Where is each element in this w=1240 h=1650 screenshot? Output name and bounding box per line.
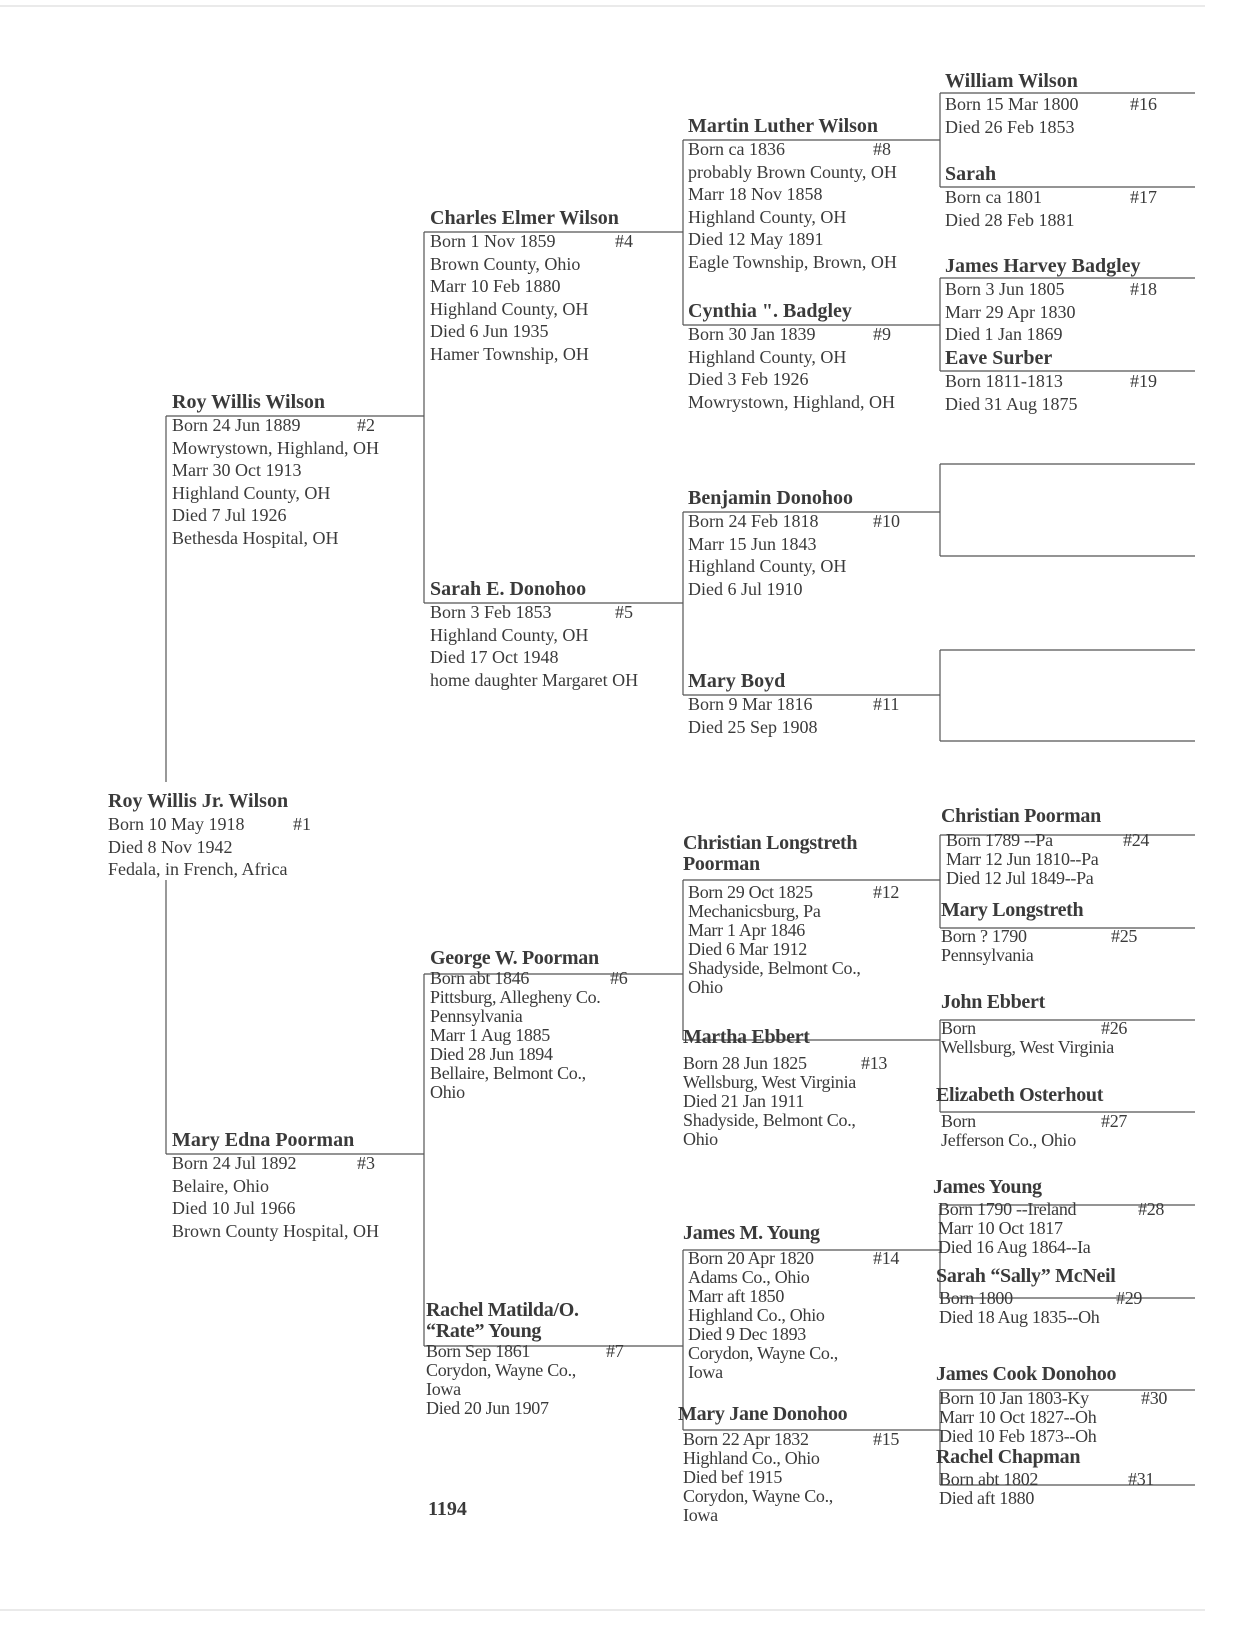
person-name: Mary Jane Donohoo — [678, 1403, 848, 1425]
ahnentafel-number: #26 — [1101, 1018, 1128, 1038]
person-detail: Pittsburg, Allegheny Co. — [430, 987, 601, 1007]
person-detail: Died 16 Aug 1864--Ia — [938, 1237, 1091, 1257]
person-detail: Pennsylvania — [941, 945, 1034, 965]
person-born: Born 24 Jul 1892 #3 — [172, 1153, 375, 1173]
ahnentafel-number: #15 — [873, 1429, 900, 1449]
person-born: Born abt 1802 #31 — [939, 1469, 1155, 1489]
person-16 — [945, 69, 1190, 138]
person-name: Sarah “Sally” McNeil — [936, 1265, 1116, 1287]
person-detail: Died 6 Jul 1910 — [688, 578, 803, 599]
person-name: Eave Surber — [945, 347, 1053, 369]
person-born: Born 28 Jun 1825 #13 — [683, 1053, 888, 1073]
person-3 — [172, 1128, 422, 1242]
person-born: Born 24 Jun 1889 #2 — [172, 415, 375, 435]
person-born: Born ca 1801 #17 — [945, 187, 1157, 207]
person-detail: probably Brown County, OH — [688, 161, 897, 182]
ahnentafel-number: #24 — [1123, 830, 1150, 850]
person-name: James M. Young — [683, 1222, 820, 1244]
person-name: Mary Longstreth — [941, 899, 1084, 921]
person-detail: Died 7 Jul 1926 — [172, 505, 287, 525]
person-born: Born ca 1836 #8 — [688, 139, 891, 159]
person-19 — [945, 346, 1190, 415]
person-detail: Died bef 1915 — [683, 1467, 783, 1487]
person-5 — [430, 577, 680, 691]
person-name-continued: Poorman — [683, 853, 760, 875]
person-detail: Ohio — [688, 977, 723, 997]
person-name: George W. Poorman — [430, 947, 599, 969]
person-detail: Ohio — [430, 1082, 465, 1102]
person-name: Sarah E. Donohoo — [430, 578, 587, 600]
person-detail: Highland County, OH — [172, 482, 331, 503]
person-born: Born 1790 --Ireland #28 — [938, 1199, 1165, 1219]
person-detail: Marr 29 Apr 1830 — [945, 301, 1076, 322]
person-10 — [688, 486, 938, 600]
person-born: Born 1 Nov 1859 #4 — [430, 231, 633, 251]
person-name: Roy Willis Jr. Wilson — [108, 790, 289, 812]
person-18 — [945, 254, 1190, 346]
person-6 — [430, 948, 680, 1102]
person-17 — [945, 162, 1190, 231]
ahnentafel-number: #17 — [1130, 187, 1157, 207]
person-born: Born 24 Feb 1818 #10 — [688, 511, 900, 531]
person-8 — [688, 114, 938, 273]
person-25 — [941, 900, 1191, 965]
person-detail: Highland County, OH — [688, 206, 847, 227]
person-name: Mary Boyd — [688, 670, 786, 692]
person-detail: Died 21 Jan 1911 — [683, 1091, 805, 1111]
person-26 — [941, 992, 1191, 1057]
person-detail: Wellsburg, West Virginia — [683, 1072, 856, 1092]
person-name: Rachel Chapman — [936, 1446, 1081, 1468]
person-detail: Shadyside, Belmont Co., — [683, 1110, 856, 1130]
person-detail: Mechanicsburg, Pa — [688, 901, 821, 921]
person-name: Sarah — [945, 163, 997, 185]
person-detail: Died 18 Aug 1835--Oh — [939, 1307, 1100, 1327]
person-detail: Brown County Hospital, OH — [172, 1220, 379, 1241]
ahnentafel-number: #16 — [1130, 94, 1157, 114]
ahnentafel-number: #13 — [861, 1053, 888, 1073]
person-detail: Shadyside, Belmont Co., — [688, 958, 861, 978]
person-detail: Pennsylvania — [430, 1006, 523, 1026]
person-7 — [426, 1300, 676, 1418]
person-detail: Died 12 May 1891 — [688, 229, 824, 249]
person-24 — [941, 806, 1191, 888]
ahnentafel-number: #6 — [610, 968, 628, 988]
person-detail: Marr 18 Nov 1858 — [688, 184, 823, 204]
person-detail: Highland County, OH — [688, 556, 847, 576]
ahnentafel-number: #31 — [1128, 1469, 1155, 1489]
ahnentafel-number: #18 — [1130, 279, 1157, 299]
person-31 — [936, 1447, 1191, 1508]
person-name: Rachel Matilda/O. — [426, 1299, 579, 1321]
person-detail: Iowa — [683, 1505, 718, 1525]
person-detail: Ohio — [683, 1129, 718, 1149]
person-born: Born #26 — [941, 1018, 1128, 1038]
person-detail: Bellaire, Belmont Co., — [430, 1063, 586, 1083]
person-detail: Bethesda Hospital, OH — [172, 527, 339, 548]
ahnentafel-number: #9 — [873, 324, 891, 344]
person-detail: Died 8 Nov 1942 — [108, 836, 233, 857]
ahnentafel-number: #14 — [873, 1248, 900, 1268]
person-detail: Died 12 Jul 1849--Pa — [946, 868, 1094, 888]
person-detail: Highland Co., Ohio — [688, 1305, 825, 1325]
person-detail: Highland Co., Ohio — [683, 1448, 820, 1468]
person-born: Born 3 Feb 1853 #5 — [430, 602, 633, 622]
ahnentafel-number: #29 — [1116, 1288, 1143, 1308]
person-detail: Mowrystown, Highland, OH — [688, 391, 895, 412]
ahnentafel-number: #2 — [357, 415, 375, 435]
person-9 — [688, 299, 938, 413]
person-detail: Adams Co., Ohio — [688, 1267, 810, 1287]
person-born: Born 1811-1813 #19 — [945, 371, 1157, 391]
person-born: Born #27 — [941, 1111, 1128, 1131]
person-detail: Brown County, Ohio — [430, 253, 581, 274]
person-detail: Died 6 Jun 1935 — [430, 321, 549, 341]
person-11 — [688, 669, 938, 738]
person-15 — [678, 1404, 928, 1525]
person-born: Born 22 Apr 1832 #15 — [683, 1429, 900, 1449]
person-detail: Marr 30 Oct 1913 — [172, 460, 302, 480]
person-detail: Died 26 Feb 1853 — [945, 116, 1075, 137]
person-detail: Died 17 Oct 1948 — [430, 647, 559, 667]
person-29 — [936, 1266, 1191, 1327]
person-detail: Marr 1 Apr 1846 — [688, 920, 805, 940]
person-nickname: “Rate” Young — [426, 1320, 542, 1342]
person-born: Born 3 Jun 1805 #18 — [945, 279, 1157, 299]
ahnentafel-number: #30 — [1141, 1388, 1168, 1408]
person-detail: Highland County, OH — [688, 346, 847, 367]
person-born: Born 1800 #29 — [939, 1288, 1143, 1308]
person-name: James Harvey Badgley — [945, 255, 1141, 277]
ahnentafel-number: #27 — [1101, 1111, 1128, 1131]
person-name: Elizabeth Osterhout — [936, 1084, 1104, 1106]
person-detail: Mowrystown, Highland, OH — [172, 437, 379, 458]
person-detail: Wellsburg, West Virginia — [941, 1037, 1114, 1057]
person-detail: Highland County, OH — [430, 298, 589, 319]
person-detail: home daughter Margaret OH — [430, 669, 639, 690]
person-2 — [172, 390, 422, 549]
person-detail: Corydon, Wayne Co., — [426, 1360, 577, 1380]
person-1 — [108, 789, 408, 881]
ahnentafel-number: #4 — [615, 231, 633, 251]
person-name: Charles Elmer Wilson — [430, 207, 619, 229]
person-detail: Died 3 Feb 1926 — [688, 369, 809, 389]
person-name: Cynthia ". Badgley — [688, 300, 852, 322]
person-detail: Died 10 Feb 1873--Oh — [939, 1426, 1097, 1446]
person-detail: Marr 10 Oct 1817 — [938, 1218, 1063, 1238]
person-detail: Belaire, Ohio — [172, 1175, 269, 1196]
person-born: Born 29 Oct 1825 #12 — [688, 882, 900, 902]
person-13 — [683, 1027, 933, 1149]
person-detail: Died aft 1880 — [939, 1488, 1035, 1508]
ahnentafel-number: #28 — [1138, 1199, 1165, 1219]
person-born: Born 10 May 1918 #1 — [108, 814, 311, 834]
person-name: Martin Luther Wilson — [688, 115, 879, 137]
person-detail: Died 20 Jun 1907 — [426, 1398, 549, 1418]
person-detail: Marr 10 Feb 1880 — [430, 276, 561, 296]
person-detail: Marr 12 Jun 1810--Pa — [946, 849, 1099, 869]
person-detail: Jefferson Co., Ohio — [941, 1130, 1076, 1150]
person-detail: Died 25 Sep 1908 — [688, 716, 818, 737]
person-name: Christian Longstreth — [683, 832, 858, 854]
person-detail: Died 28 Jun 1894 — [430, 1044, 553, 1064]
person-born: Born 30 Jan 1839 #9 — [688, 324, 891, 344]
person-born: Born 15 Mar 1800 #16 — [945, 94, 1157, 114]
person-name: Benjamin Donohoo — [688, 487, 854, 509]
ahnentafel-number: #19 — [1130, 371, 1157, 391]
ahnentafel-number: #8 — [873, 139, 891, 159]
person-detail: Died 28 Feb 1881 — [945, 209, 1075, 230]
person-detail: Fedala, in French, Africa — [108, 859, 288, 879]
person-name: James Young — [933, 1176, 1042, 1198]
person-detail: Died 9 Dec 1893 — [688, 1324, 806, 1344]
person-4 — [430, 206, 680, 365]
person-detail: Died 10 Jul 1966 — [172, 1198, 296, 1218]
person-30 — [936, 1364, 1194, 1446]
person-born: Born 9 Mar 1816 #11 — [688, 694, 900, 714]
person-born: Born 20 Apr 1820 #14 — [688, 1248, 900, 1268]
person-name: Mary Edna Poorman — [172, 1129, 355, 1151]
person-27 — [936, 1085, 1191, 1150]
person-born: Born Sep 1861 #7 — [426, 1341, 624, 1361]
person-detail: Hamer Township, OH — [430, 343, 589, 364]
ahnentafel-number: #11 — [873, 694, 900, 714]
person-detail: Marr aft 1850 — [688, 1286, 785, 1306]
person-name: James Cook Donohoo — [936, 1363, 1117, 1385]
ahnentafel-number: #12 — [873, 882, 900, 902]
person-detail: Died 6 Mar 1912 — [688, 939, 807, 959]
person-born: Born 10 Jan 1803-Ky #30 — [939, 1388, 1168, 1408]
person-detail: Died 31 Aug 1875 — [945, 393, 1078, 414]
person-12 — [683, 833, 933, 997]
person-detail: Died 1 Jan 1869 — [945, 324, 1063, 344]
person-name: Roy Willis Wilson — [172, 391, 326, 413]
person-name: John Ebbert — [941, 991, 1045, 1013]
person-14 — [683, 1223, 933, 1382]
ahnentafel-number: #1 — [293, 814, 311, 834]
person-detail: Marr 15 Jun 1843 — [688, 533, 817, 554]
ahnentafel-number: #25 — [1111, 926, 1138, 946]
ahnentafel-number: #5 — [615, 602, 633, 622]
person-detail: Corydon, Wayne Co., — [688, 1343, 839, 1363]
ahnentafel-number: #7 — [606, 1341, 624, 1361]
person-detail: Iowa — [426, 1379, 461, 1399]
page-number: 1194 — [428, 1498, 467, 1520]
person-name: Christian Poorman — [941, 805, 1101, 827]
person-born: Born ? 1790 #25 — [941, 926, 1138, 946]
person-detail: Corydon, Wayne Co., — [683, 1486, 834, 1506]
person-born: Born abt 1846 #6 — [430, 968, 628, 988]
ahnentafel-number: #3 — [357, 1153, 375, 1173]
person-name: Martha Ebbert — [683, 1026, 810, 1048]
person-detail: Marr 1 Aug 1885 — [430, 1025, 550, 1045]
person-28 — [933, 1177, 1193, 1257]
person-born: Born 1789 --Pa #24 — [946, 830, 1150, 850]
person-detail: Marr 10 Oct 1827--Oh — [939, 1407, 1097, 1427]
person-detail: Highland County, OH — [430, 624, 589, 645]
person-detail: Eagle Township, Brown, OH — [688, 251, 897, 272]
person-name: William Wilson — [945, 70, 1078, 92]
person-detail: Iowa — [688, 1362, 723, 1382]
ahnentafel-number: #10 — [873, 511, 900, 531]
